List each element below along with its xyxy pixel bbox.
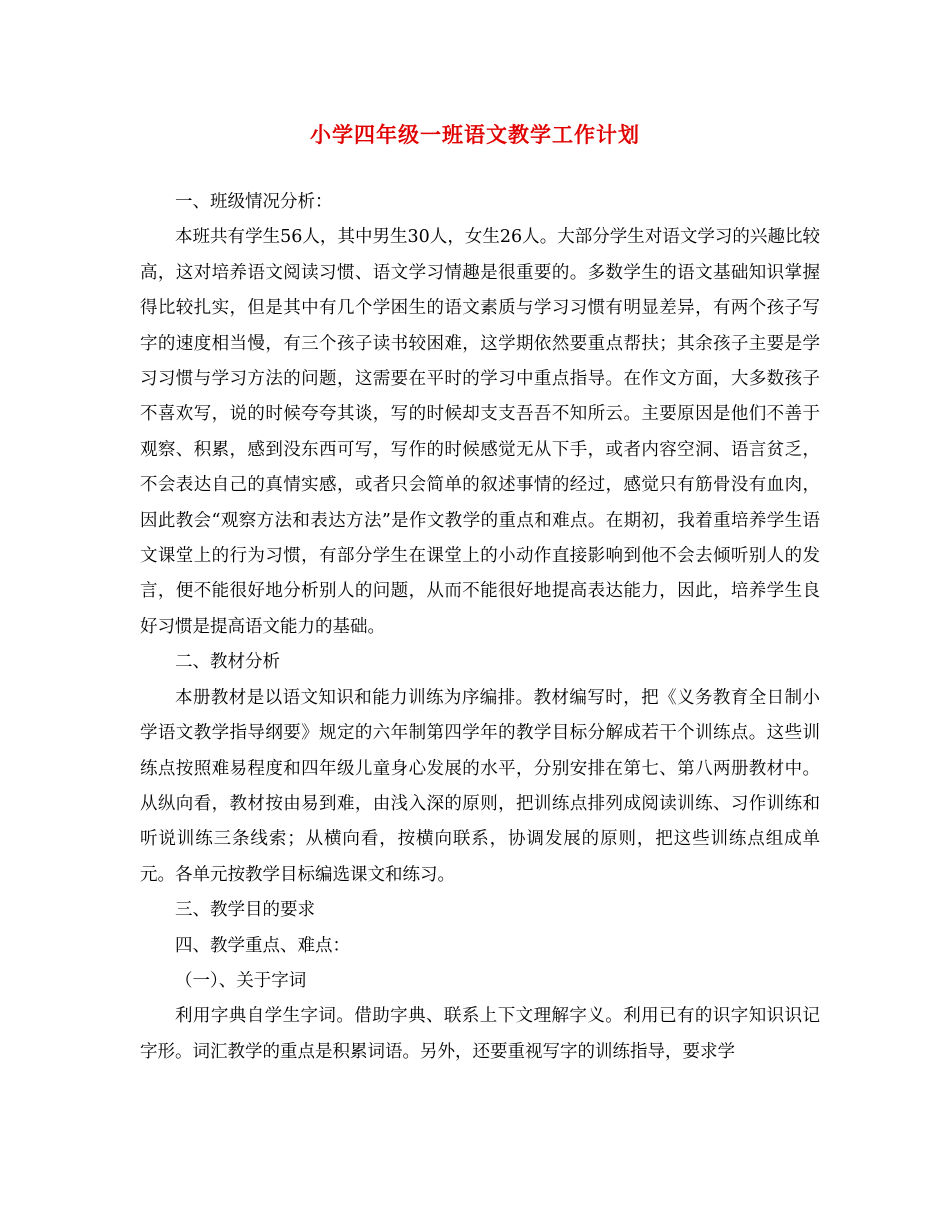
section-heading-class-analysis: 一、班级情况分析： — [175, 192, 333, 212]
section-heading-textbook-analysis: 二、教材分析 — [175, 652, 280, 673]
document-title: 小学四年级一班语文教学工作计划 — [310, 122, 640, 147]
section-heading-teaching-goals: 三、教学目的要求 — [175, 900, 315, 921]
subsection-heading-words: （一）、关于字词 — [175, 970, 307, 991]
paragraph-textbook-analysis: 本册教材是以语文知识和能力训练为序编排。教材编写时，把《义务教育全日制小学语文教学指导纲要》规定的六年制第四学年的教学目标分解成若干个训练点。这些训练点按照难易程度和四年级儿童身心发展的水平，分别安排在第七、第八两册教材中。从纵向看，教材按由易到难，由浅入深的原则，把训练点排列成阅读训练、习作训练和听说训练三条线索；从横向看，按横向联系，协调发展的原则，把这些训练点组成单元。各单元按教学目标编选课文和练习。 — [140, 687, 820, 885]
paragraph-words: 利用字典自学生字词。借助字典、联系上下文理解字义。利用已有的识字知识识记字形。词汇教学的重点是积累词语。另外，还要重视写字的训练指导，要求学 — [140, 1006, 820, 1062]
paragraph-class-analysis: 本班共有学生56人，其中男生30人，女生26人。大部分学生对语文学习的兴趣比较高，这对培养语文阅读习惯、语文学习情趣是很重要的。多数学生的语文基础知识掌握得比较扎实，但是其中有几个学困生的语文素质与学习习惯有明显差异，有两个孩子写字的速度相当慢，有三个孩子读书较困难，这学期依然要重点帮扶；其余孩子主要是学习习惯与学习方法的问题，这需要在平时的学习中重点指导。在作文方面，大多数孩子不喜欢写，说的时候夸夸其谈，写的时候却支支吾吾不知所云。主要原因是他们不善于观察、积累，感到没东西可写，写作的时候感觉无从下手，或者内容空洞、语言贫乏，不会表达自己的真情实感，或者只会简单的叙述事情的经过，感觉只有筋骨没有血肉，因此教会“观察方法和表达方法”是作文教学的重点和难点。在期初，我着重培养学生语文课堂上的行为习惯，有部分学生在课堂上的小动作直接影响到他不会去倾听别人的发言，便不能很好地分析别人的问题，从而不能很好地提高表达能力，因此，培养学生良好习惯是提高语文能力的基础。 — [140, 227, 820, 637]
section-heading-key-points: 四、教学重点、难点： — [175, 935, 350, 956]
document-body — [140, 185, 820, 1070]
